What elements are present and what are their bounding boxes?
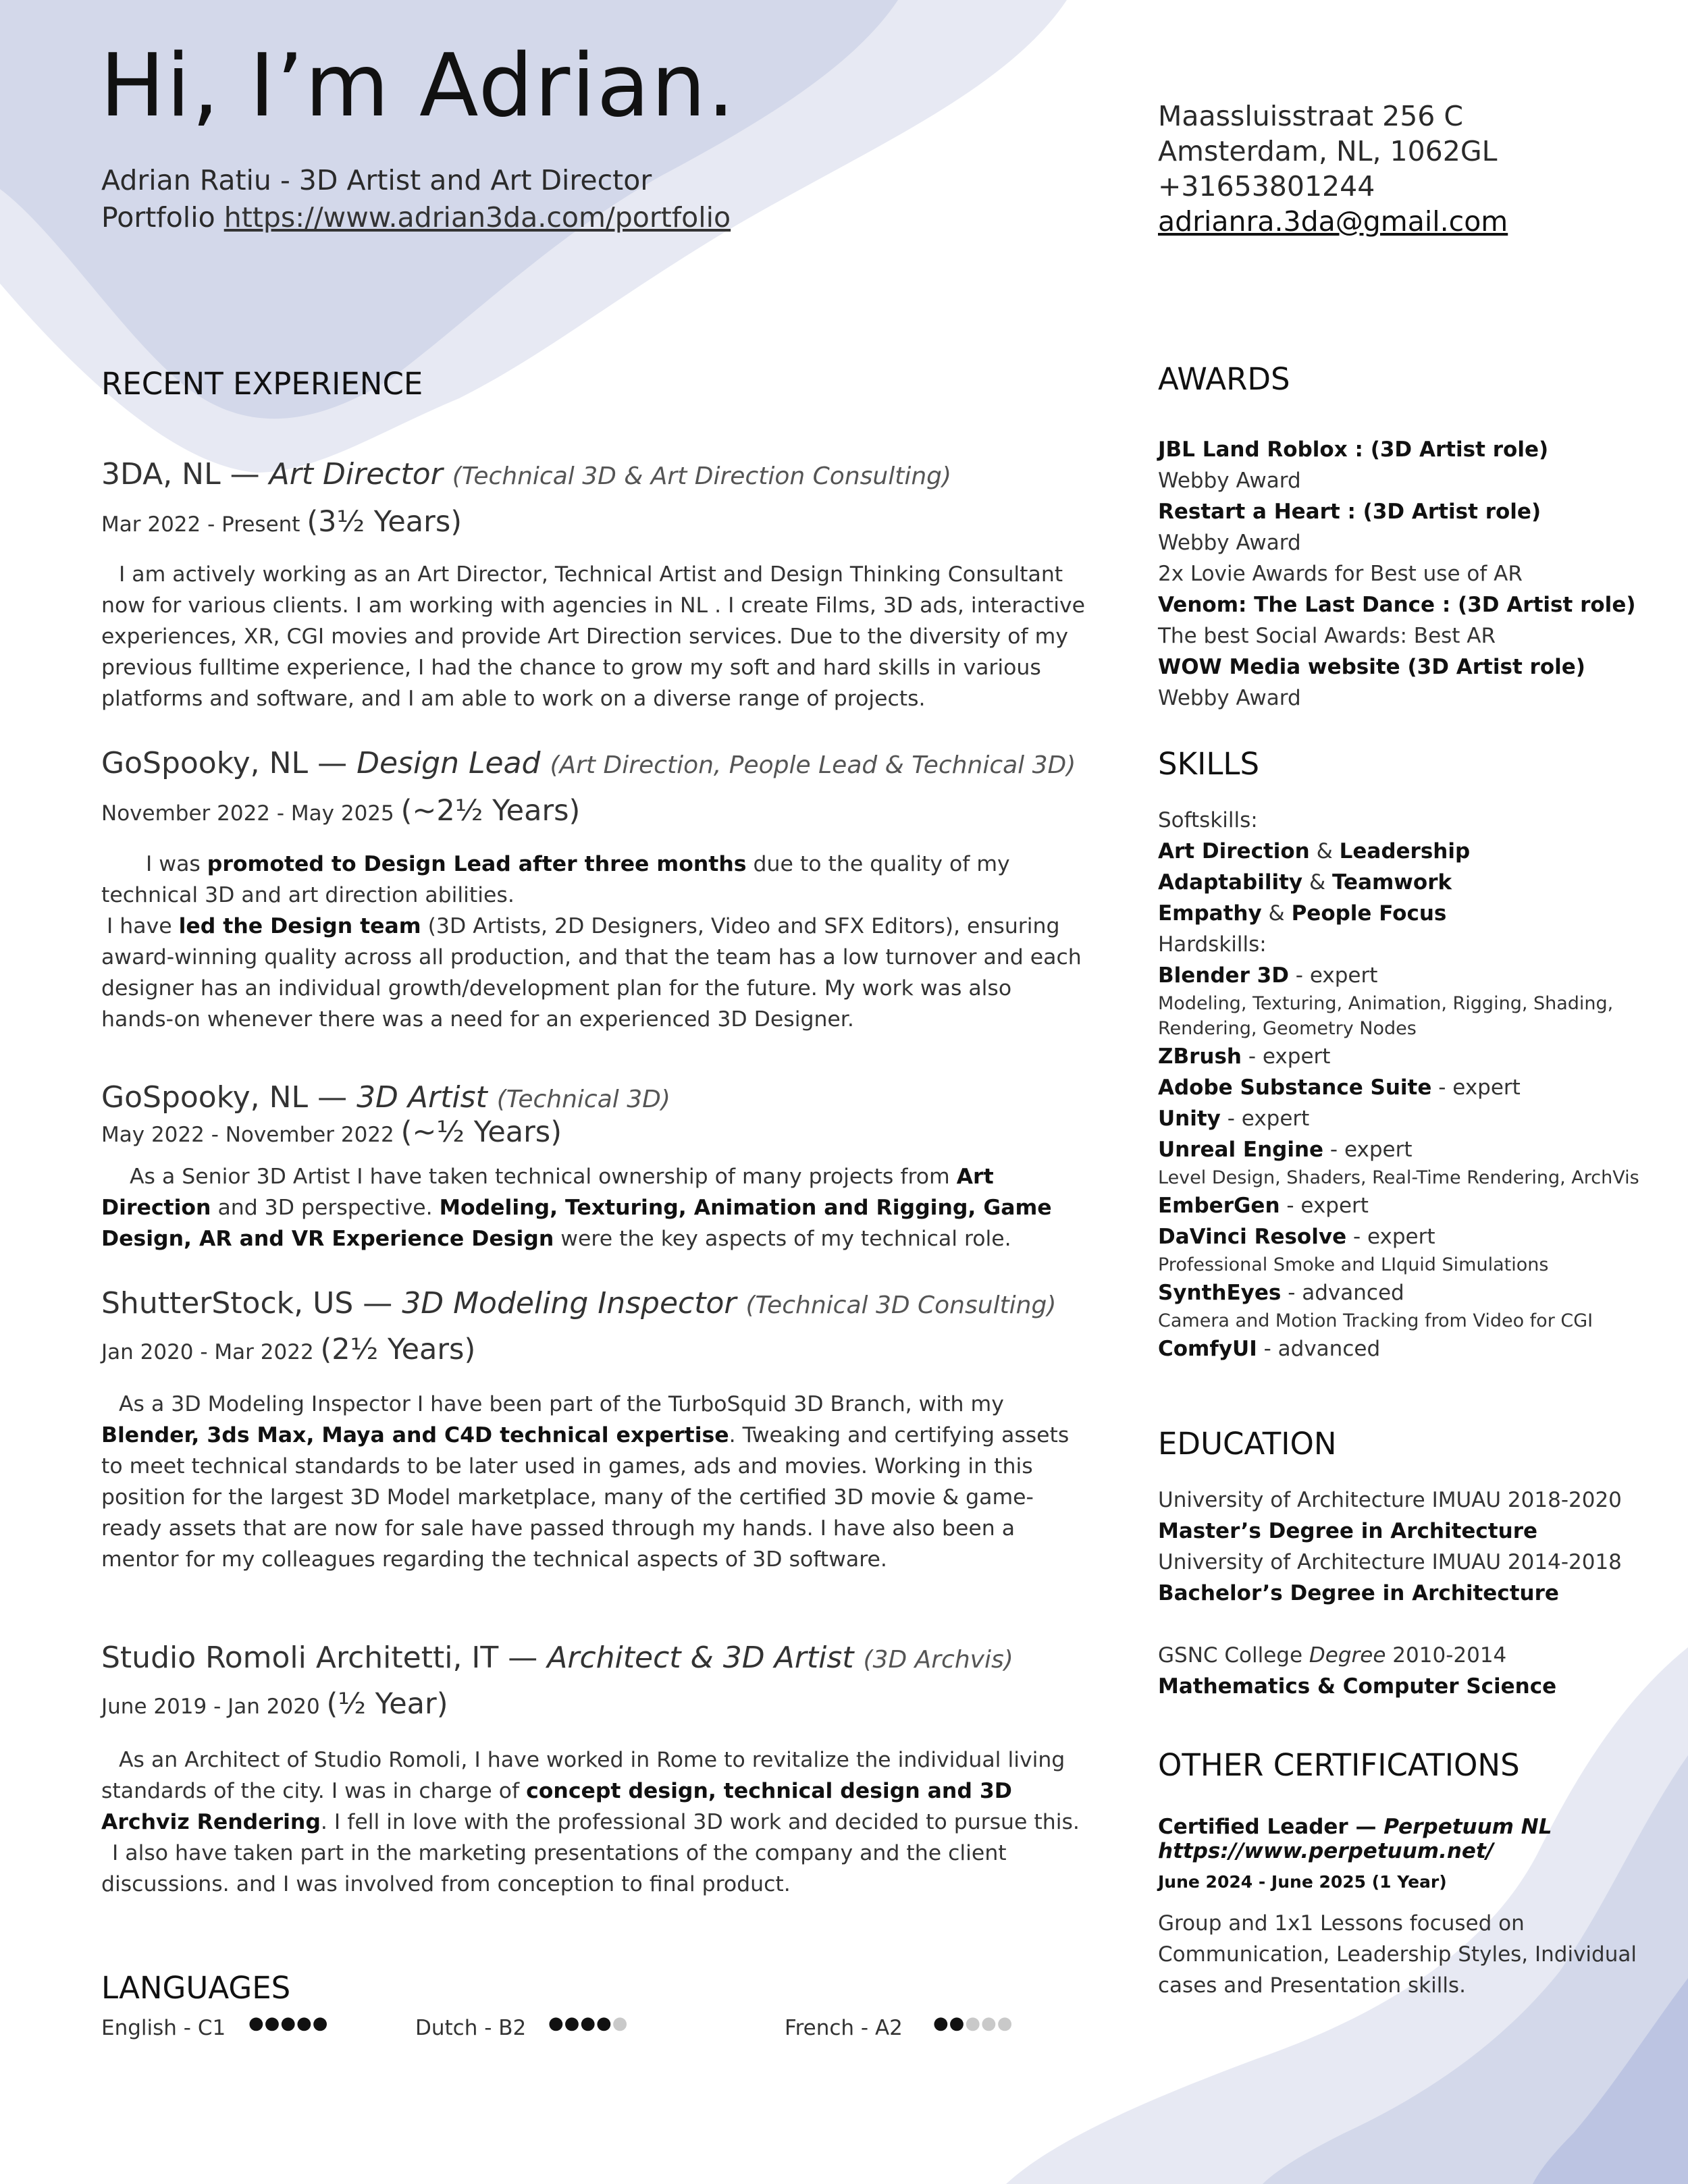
- job-dates: [101, 794, 580, 828]
- job-dates: [101, 1115, 562, 1149]
- education-college: [1158, 1640, 1658, 1671]
- certification-org: Perpetuum NL: [1383, 1815, 1552, 1839]
- job-date-range: June 2019 - Jan 2020: [101, 1695, 320, 1719]
- job-role: Art Director: [269, 457, 443, 491]
- skill-level: - expert: [1323, 1138, 1413, 1162]
- text-run: I was: [146, 852, 207, 876]
- softskill-item: [1158, 898, 1658, 929]
- skill-amp: &: [1309, 839, 1340, 863]
- skill-amp: &: [1302, 870, 1333, 895]
- skill-name: ZBrush: [1158, 1044, 1242, 1069]
- education-degree: Master’s Degree in Architecture: [1158, 1519, 1538, 1543]
- certification-title: Certified Leader: [1158, 1815, 1348, 1839]
- hardskill-item: [1158, 1190, 1658, 1221]
- college-degree: Degree: [1309, 1643, 1386, 1668]
- languages-heading: LANGUAGES: [101, 1970, 291, 2006]
- job-description: I am actively working as an Art Director, Technical Artist and Design Thinking Consultant now for various clients. I am working with agencies in NL . I create Films, 3D ads, interactive experiences, XR, CGI movies and provide Art Direction services. Due to the diversity of my previous fulltime experience, I had the chance to grow my soft and hard skills in various platforms and software, and I am able to work on a diverse range of projects.: [101, 562, 1086, 711]
- skill-name: People Focus: [1291, 901, 1447, 926]
- college-name: GSNC College: [1158, 1643, 1303, 1668]
- job-note: (Art Direction, People Lead & Technical 3D): [550, 751, 1076, 779]
- contact-city: Amsterdam, NL, 1062GL: [1158, 135, 1498, 167]
- education-school: University of Architecture IMUAU 2018-2020: [1158, 1488, 1622, 1512]
- skill-level: - expert: [1242, 1044, 1331, 1069]
- skill-name: Unreal Engine: [1158, 1138, 1324, 1162]
- skill-level: - expert: [1220, 1107, 1310, 1131]
- award-name: 2x Lovie Awards for Best use of AR: [1158, 562, 1523, 586]
- job-role: 3D Modeling Inspector: [402, 1286, 737, 1321]
- hardskill-item: [1158, 1041, 1658, 1072]
- college-years: 2010-2014: [1392, 1643, 1507, 1668]
- skills-list: [1158, 805, 1658, 1364]
- skill-name: Teamwork: [1332, 870, 1452, 895]
- job-description: [101, 1389, 1087, 1575]
- text-run: As a Senior 3D Artist I have taken technical ownership of many projects from: [130, 1165, 957, 1189]
- certification-separator: —: [1348, 1815, 1384, 1839]
- hardskill-item: [1158, 1072, 1658, 1103]
- contact-email-link[interactable]: adrianra.3da@gmail.com: [1158, 205, 1508, 238]
- job-role: 3D Artist: [357, 1080, 487, 1115]
- job-company: GoSpooky, NL: [101, 746, 309, 780]
- award-name: Webby Award: [1158, 469, 1301, 493]
- job-company: ShutterStock, US: [101, 1286, 354, 1321]
- skill-name: Adaptability: [1158, 870, 1303, 895]
- skill-level: - expert: [1288, 963, 1378, 988]
- text-bold: promoted to Design Lead after three months: [207, 852, 747, 876]
- level-dot-filled: ●●: [933, 2013, 966, 2033]
- job-dates: [101, 1687, 448, 1721]
- skill-amp: &: [1261, 901, 1292, 926]
- job-separator: —: [498, 1641, 548, 1675]
- awards-list: [1158, 434, 1658, 714]
- hardskill-item: [1158, 1221, 1658, 1252]
- header-subtitle-block: [101, 162, 731, 236]
- job-dates: [101, 1333, 475, 1366]
- job-note: (Technical 3D): [496, 1086, 670, 1113]
- level-dot-empty: ●: [612, 2013, 629, 2033]
- skill-name: EmberGen: [1158, 1194, 1280, 1218]
- language-level-dots: [248, 2013, 328, 2033]
- education-degree: Mathematics & Computer Science: [1158, 1674, 1557, 1699]
- job-date-range: May 2022 - November 2022: [101, 1123, 394, 1147]
- text-run: As a 3D Modeling Inspector I have been part of the TurboSquid 3D Branch, with my: [119, 1392, 1004, 1416]
- text-run: As an Architect of Studio Romoli, I have worked in Rome to revitalize the individual living standards of the city. I was in charge of: [101, 1748, 1065, 1803]
- softskills-label: Softskills:: [1158, 808, 1258, 832]
- education-list: [1158, 1485, 1658, 1702]
- award-title: Venom: The Last Dance : (3D Artist role): [1158, 593, 1636, 617]
- skill-name: Art Direction: [1158, 839, 1310, 863]
- award-name: Webby Award: [1158, 531, 1301, 555]
- job-description: [101, 849, 1087, 1035]
- contact-block: [1158, 99, 1508, 239]
- job-duration: (½ Year): [326, 1687, 448, 1721]
- education-heading: EDUCATION: [1158, 1426, 1337, 1462]
- job-duration: (3½ Years): [307, 505, 463, 539]
- job-title: [101, 1286, 1056, 1321]
- level-dot-empty: ●●●: [965, 2013, 1013, 2033]
- portfolio-link[interactable]: https://www.adrian3da.com/portfolio: [223, 201, 731, 234]
- text-run: I also have taken part in the marketing presentations of the company and the client discussions. and I was involved from conception to final product.: [101, 1841, 1007, 1896]
- skill-name: SynthEyes: [1158, 1281, 1282, 1305]
- text-run: . I fell in love with the professional 3D work and decided to pursue this.: [320, 1810, 1080, 1834]
- skill-name: Empathy: [1158, 901, 1262, 926]
- job-title: [101, 457, 951, 491]
- text-bold: Art Direction: [101, 1165, 994, 1220]
- portfolio-line: [101, 199, 731, 236]
- award-title: JBL Land Roblox : (3D Artist role): [1158, 437, 1549, 462]
- award-name: Webby Award: [1158, 686, 1301, 710]
- experience-heading: RECENT EXPERIENCE: [101, 366, 423, 402]
- certification-item: [1158, 1815, 1658, 1894]
- job-description: [101, 1744, 1087, 1900]
- skill-name: Blender 3D: [1158, 963, 1289, 988]
- award-title: WOW Media website (3D Artist role): [1158, 655, 1585, 679]
- softskill-item: [1158, 867, 1658, 898]
- job-title: [101, 1641, 1013, 1675]
- skill-level: - expert: [1280, 1194, 1369, 1218]
- skill-detail: Professional Smoke and LIquid Simulations: [1158, 1254, 1549, 1275]
- job-dates: [101, 505, 462, 539]
- skill-name: Unity: [1158, 1107, 1221, 1131]
- contact-street: Maassluisstraat 256 C: [1158, 100, 1464, 132]
- job-duration: (~½ Years): [400, 1115, 562, 1149]
- job-separator: —: [220, 457, 269, 491]
- language-english: English - C1: [101, 2016, 226, 2040]
- text-run: . Tweaking and certifying assets to meet technical standards to be later used in games, ads and movies. Working in this position for the largest 3D Model marketplace, many of the certified 3D movie & game-ready assets that are now for sale have passed through my hands. I have also been a mentor for my colleagues regarding the technical aspects of 3D software.: [101, 1423, 1070, 1572]
- job-company: GoSpooky, NL: [101, 1080, 309, 1115]
- text-bold: Modeling, Texturing, Animation and Rigging, Game Design, AR and VR Experience Design: [101, 1196, 1052, 1251]
- text-run: and 3D perspective.: [211, 1196, 440, 1220]
- contact-phone: +31653801244: [1158, 170, 1375, 203]
- skill-level: - expert: [1346, 1225, 1435, 1249]
- skills-heading: SKILLS: [1158, 746, 1260, 782]
- job-company: Studio Romoli Architetti, IT: [101, 1641, 499, 1675]
- job-duration: (~2½ Years): [400, 794, 581, 828]
- job-description: [101, 1161, 1087, 1254]
- text-run: were the key aspects of my technical role.: [554, 1227, 1011, 1251]
- header-subtitle: Adrian Ratiu - 3D Artist and Art Director: [101, 164, 652, 196]
- job-date-range: November 2022 - May 2025: [101, 801, 394, 826]
- text-bold: led the Design team: [178, 914, 421, 938]
- skill-name: Leadership: [1339, 839, 1471, 863]
- hardskill-item: [1158, 1277, 1658, 1308]
- text-bold: concept design, technical design and 3D Archviz Rendering: [101, 1779, 1012, 1834]
- hardskill-item: [1158, 1103, 1658, 1134]
- language-french: French - A2: [785, 2016, 903, 2040]
- skill-detail: Modeling, Texturing, Animation, Rigging, Shading, Rendering, Geometry Nodes: [1158, 993, 1614, 1039]
- certifications-heading: OTHER CERTIFICATIONS: [1158, 1747, 1520, 1783]
- job-title: [101, 746, 1076, 780]
- job-separator: —: [353, 1286, 402, 1321]
- level-dot-filled: ●●●●: [548, 2013, 612, 2033]
- skill-name: DaVinci Resolve: [1158, 1225, 1347, 1249]
- certification-link[interactable]: https://www.perpetuum.net/: [1158, 1839, 1494, 1863]
- job-role: Design Lead: [357, 746, 541, 780]
- language-dutch: Dutch - B2: [415, 2016, 527, 2040]
- language-level-dots: [933, 2013, 1013, 2033]
- hardskill-item: [1158, 1333, 1658, 1364]
- job-note: (3D Archvis): [863, 1646, 1013, 1674]
- job-date-range: Jan 2020 - Mar 2022: [101, 1340, 314, 1364]
- education-school: University of Architecture IMUAU 2014-2018: [1158, 1550, 1622, 1574]
- job-separator: —: [308, 746, 357, 780]
- skill-name: ComfyUI: [1158, 1337, 1257, 1361]
- certification-dates: June 2024 - June 2025 (1 Year): [1158, 1872, 1447, 1892]
- award-title: Restart a Heart : (3D Artist role): [1158, 500, 1541, 524]
- hardskills-label: Hardskills:: [1158, 932, 1267, 957]
- job-title: [101, 1080, 670, 1115]
- page-title: Hi, I’m Adrian.: [100, 36, 736, 136]
- skill-level: - advanced: [1281, 1281, 1404, 1305]
- text-run: I have: [107, 914, 179, 938]
- portfolio-label: Portfolio: [101, 201, 215, 234]
- skill-detail: Camera and Motion Tracking from Video for CGI: [1158, 1310, 1593, 1331]
- skill-detail: Level Design, Shaders, Real-Time Rendering, ArchVis: [1158, 1167, 1639, 1188]
- job-role: Architect & 3D Artist: [547, 1641, 854, 1675]
- hardskill-item: [1158, 1134, 1658, 1165]
- skill-level: - advanced: [1257, 1337, 1381, 1361]
- skill-level: - expert: [1431, 1075, 1521, 1100]
- softskill-item: [1158, 836, 1658, 867]
- text-run: (3D Artists, 2D Designers, Video and SFX Editors), ensuring award-winning quality across all production, and that the team has a low turnover and each designer has an individual growth/development plan for the future. My work was also hands-on whenever there was a need for an experienced 3D Designer.: [101, 914, 1082, 1032]
- job-separator: —: [308, 1080, 357, 1115]
- job-date-range: Mar 2022 - Present: [101, 512, 300, 537]
- job-duration: (2½ Years): [320, 1333, 476, 1366]
- text-bold: Blender, 3ds Max, Maya and C4D technical expertise: [101, 1423, 729, 1447]
- job-note: (Technical 3D Consulting): [745, 1291, 1057, 1319]
- awards-heading: AWARDS: [1158, 361, 1290, 397]
- job-company: 3DA, NL: [101, 457, 221, 491]
- language-level-dots: [548, 2013, 628, 2033]
- certification-description: Group and 1x1 Lessons focused on Communication, Leadership Styles, Individual cases and Presentation skills.: [1158, 1911, 1637, 1998]
- job-note: (Technical 3D & Art Direction Consulting): [452, 462, 952, 490]
- level-dot-filled: ●●●●●: [248, 2013, 329, 2033]
- hardskill-item: [1158, 960, 1658, 991]
- education-degree: Bachelor’s Degree in Architecture: [1158, 1581, 1559, 1605]
- skill-name: Adobe Substance Suite: [1158, 1075, 1432, 1100]
- award-name: The best Social Awards: Best AR: [1158, 624, 1496, 648]
- text-run: due to the quality of my technical 3D and art direction abilities.: [101, 852, 1010, 907]
